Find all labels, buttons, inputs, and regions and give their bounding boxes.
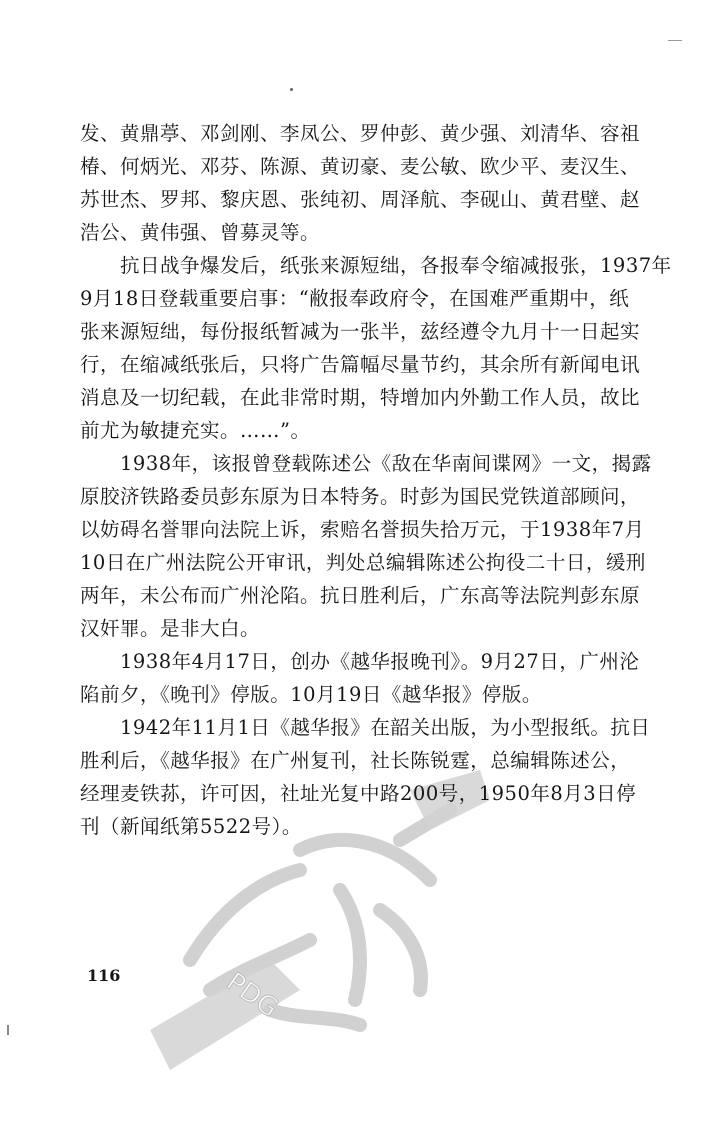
text-line: 消息及一切纪载，在此非常时期，特增加内外勤工作人员，故比 [80,386,641,409]
text-line: 1938年，该报曾登载陈述公《敌在华南间谍网》一文，揭露 [120,452,652,475]
text-line: 胜利后，《越华报》在广州复刊，社长陈锐霆，总编辑陈述公， [80,749,631,772]
text-line: 10日在广州法院公开审讯，判处总编辑陈述公拘役二十日，缓刑 [80,551,646,574]
text-line: 以妨碍名誉罪向法院上诉，索赔名誉损失拾万元，于1938年7月 [80,518,645,541]
text-line: 发、黄鼎葶、邓剑刚、李凤公、罗仲彭、黄少强、刘清华、容祖 [80,122,641,145]
text-line: 陷前夕，《晚刊》停版。10月19日《越华报》停版。 [80,683,542,706]
scan-speck [7,1025,9,1035]
text-line: 原胶济铁路委员彭东原为日本特务。时彭为国民党铁道部顾问， [80,485,641,508]
page-number: 116 [87,966,121,985]
text-line: 行，在缩减纸张后，只将广告篇幅尽量节约，其余所有新闻电讯 [80,353,641,376]
text-line: 1938年4月17日，创办《越华报晚刊》。9月27日，广州沦 [120,650,640,673]
text-line: 1942年11月1日《越华报》在韶关出版，为小型报纸。抗日 [120,716,651,739]
text-line: 两年，未公布而广州沦陷。抗日胜利后，广东高等法院判彭东原 [80,584,641,607]
text-line: 9月18日登载重要启事：“敝报奉政府令，在国难严重期中，纸 [80,287,630,310]
scan-speck [668,40,682,41]
text-line: 经理麦铁荪，许可因，社址光复中路200号，1950年8月3日停 [80,782,637,805]
text-line: 抗日战争爆发后，纸张来源短绌，各报奉令缩减报张，1937年 [120,254,672,277]
scan-speck [290,88,293,91]
text-line: 苏世杰、罗邦、黎庆恩、张纯初、周泽航、李砚山、黄君壁、赵 [80,188,641,211]
text-line: 椿、何炳光、邓芬、陈源、黄讱豪、麦公敏、欧少平、麦汉生、 [80,155,641,178]
text-line: 张来源短绌，每份报纸暂减为一张半，兹经遵令九月十一日起实 [80,320,641,343]
text-line: 浩公、黄伟强、曾募灵等。 [80,221,321,244]
watermark-text: PDG [220,967,284,1024]
text-line: 汉奸罪。是非大白。 [80,617,261,640]
text-line: 刊（新闻纸第5522号）。 [80,815,302,838]
text-line: 前尤为敏捷充实。……”。 [80,419,311,442]
